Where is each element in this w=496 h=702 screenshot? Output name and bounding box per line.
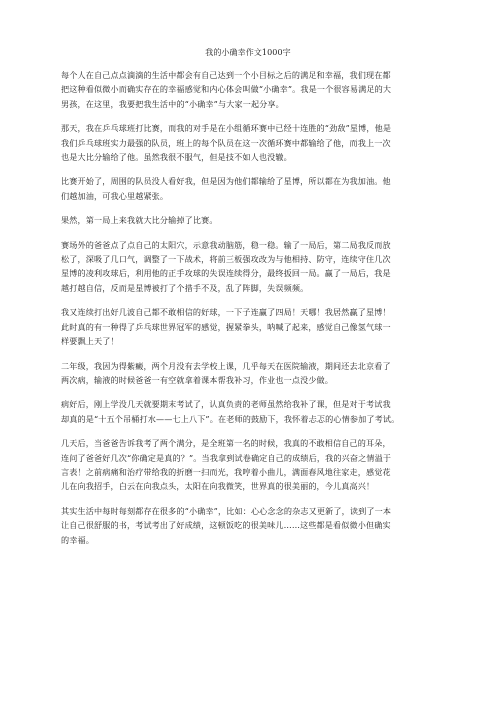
paragraph-match-start: 比赛开始了，周围的队员没人看好我，但是因为他们都输给了星博，所以都在为我加油。他 们越加油，可我心里越紧张。 [61, 176, 391, 201]
paragraph-exam: 病好后，刚上学没几天就要期末考试了，认真负责的老师虽然给我补了课，但是对于考试我 却真的是“十五个吊桶打水——七上八下”。在老师的鼓励下，我怀着忐忑的心情参加了考试。 [61, 399, 400, 424]
paragraph-second-game: 赛场外的爸爸点了点自己的太阳穴，示意我动脑筋，稳一稳。输了一局后，第二局我反而放 松了，深吸了几口气，调整了一下战术，将前三板强攻改为与他相持、防守，连续守住几次 星博的凌利攻球后，利用他的正手攻球的失误连续得分，最终扳回一局。赢了一局后，我是 越打越自信，反而是星博被打了个措手不及，乱了阵脚，失误频频。 [61, 239, 391, 293]
paragraph-intro: 每个人在自己点点滴滴的生活中都会有自己达到一个小目标之后的满足和幸福，我们现在都 把这种看似微小而确实存在的幸福感觉和内心体会叫做“小确幸”。我是一个很容易满足的大 男孩，在这里，我要把我生活中的“小确幸”与大家一起分享。 [61, 70, 392, 109]
paragraph-first-game: 果然，第一局上来我就大比分输掉了比赛。 [61, 215, 218, 226]
paragraph-results: 几天后，当爸爸告诉我考了两个满分，是全班第一名的时候，我真的不敢相信自己的耳朵， 连问了爸爸好几次“你确定是真的？”。当我拿到试卷确定自己的成绩后，我的兴奋之情溢于 言表！之前病痛和治疗带给我的折磨一扫而光，我哼着小曲儿，满面春风地往家走，感觉花 儿在向我招手，白云在向我点头，太阳在向我微笑，世界真的很美丽的，今儿真高兴！ [61, 438, 392, 492]
paragraph-conclusion: 其实生活中每时每刻都存在很多的“小确幸”，比如：心心念念的杂志又更新了，读到了一本 让自己很舒服的书，考试考出了好成绩，这顿饭吃的很美味儿……这些都是看似微小但确实 的幸福。 [61, 505, 392, 545]
paragraph-match-opponent: 那天，我在乒乓球班打比赛，而我的对手是在小组循环赛中已经十连胜的“劲敌”星博，他是 我们乒乓球班实力最强的队员，班上的每个队员在这一次循环赛中都输给了他，而我上一次 也是大比分输给了他。虽然我很不服气，但是技不如人也没辙。 [61, 123, 392, 163]
document-title: 我的小确幸作文1000字 [205, 48, 291, 57]
document-body [61, 68, 433, 557]
paragraph-illness: 二年级，我因为得紫癜，两个月没有去学校上课，几乎每天在医院输液，期间还去北京看了 两次病，输液的时候爸爸一有空就拿着课本帮我补习，作业也一点没少做。 [61, 360, 391, 385]
paragraph-victory: 我又连续打出好几波自己都不敢相信的好球，一下子连赢了四局！天哪！我居然赢了星博！ 此时真的有一种得了乒乓球世界冠军的感觉，握紧拳头，呐喊了起来，感觉自己像氢气球一 样要飘上天了！ [61, 307, 391, 347]
